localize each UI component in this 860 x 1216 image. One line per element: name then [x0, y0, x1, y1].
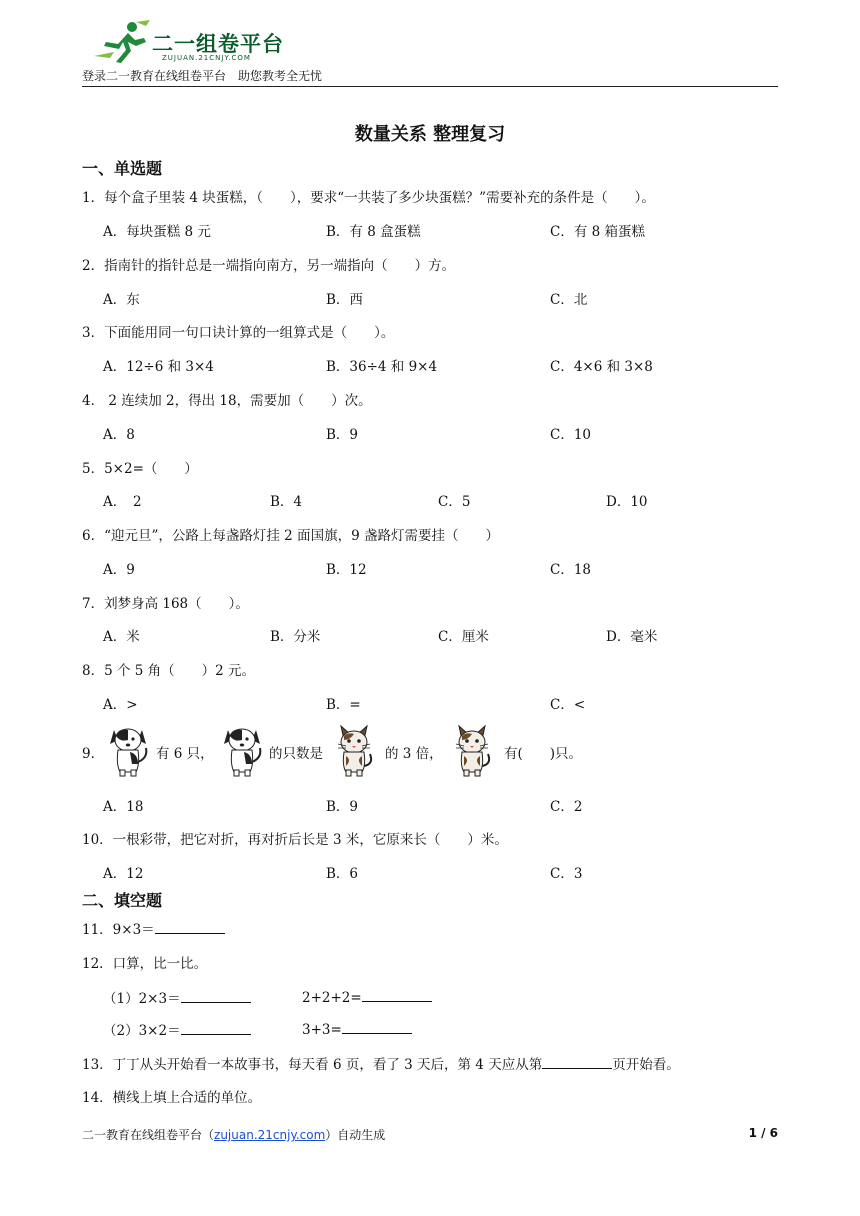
option-b: B．6: [326, 866, 359, 882]
question-text-part-4: 有( )只。: [504, 746, 583, 762]
answer-blank[interactable]: [542, 1054, 612, 1069]
answer-blank[interactable]: [342, 1019, 412, 1034]
question-text: 11．9×3＝: [82, 922, 155, 938]
option-c: C．4×6 和 3×8: [550, 359, 653, 375]
option-a: A．12÷6 和 3×4: [103, 359, 214, 375]
question-text-part-2: 的只数是: [269, 746, 323, 762]
option-a: A．东: [103, 292, 140, 308]
question-text-part-1: 有 6 只，: [156, 746, 214, 762]
question-11: [82, 918, 225, 938]
option-a: A．9: [103, 562, 135, 578]
option-a: A．8: [103, 427, 135, 443]
answer-blank[interactable]: [155, 919, 225, 934]
logo-subtext: ZUJUAN.21CNJY.COM: [162, 54, 251, 62]
logo: [92, 18, 292, 66]
question-4: 4． 2 连续加 2，得出 18，需要加（ ）次。: [82, 393, 372, 409]
subquestion-text: （2）3×2＝: [103, 1023, 181, 1039]
option-a: A．12: [103, 866, 144, 882]
page-title: 数量关系 整理复习: [354, 124, 506, 145]
option-c: C．<: [550, 697, 586, 713]
option-c: C．10: [550, 427, 592, 443]
option-b: B．分米: [270, 629, 321, 645]
subquestion-1-right: [302, 987, 432, 1006]
subquestion-2-right: [302, 1019, 412, 1038]
section-heading-single-choice: 一、单选题: [82, 159, 163, 178]
option-b: B．西: [326, 292, 363, 308]
logo-text: 二一组卷平台: [152, 32, 284, 56]
option-c: C．3: [550, 866, 583, 882]
question-13: [82, 1053, 680, 1073]
question-8: 8．5 个 5 角（ ）2 元。: [82, 663, 256, 679]
question-text-end: 页开始看。: [612, 1057, 680, 1073]
option-c: C．有 8 箱蛋糕: [550, 224, 646, 240]
page-number: 1 / 6: [748, 1126, 778, 1140]
option-d: D．10: [606, 494, 648, 510]
question-text: 13．丁丁从头开始看一本故事书，每天看 6 页，看了 3 天后，第 4 天应从第: [82, 1057, 543, 1073]
page-header: [82, 14, 778, 87]
tagline: 登录二一教育在线组卷平台 助您教考全无忧: [82, 69, 323, 83]
question-5: 5．5×2=（ ）: [82, 461, 198, 477]
subquestion-text: 2+2+2=: [302, 990, 362, 1006]
option-c: C．5: [438, 494, 471, 510]
question-number: 9．: [82, 746, 105, 762]
section-heading-fill-blank: 二、填空题: [82, 891, 163, 910]
subquestion-text: （1）2×3＝: [103, 991, 181, 1007]
page-footer: [82, 1126, 778, 1143]
option-a: A．>: [103, 697, 138, 713]
subquestion-text: 3+3=: [302, 1022, 342, 1038]
footer-link[interactable]: zujuan.21cnjy.com: [214, 1128, 326, 1142]
footer-prefix: 二一教育在线组卷平台（: [82, 1128, 215, 1142]
footer-suffix: ）自动生成: [325, 1128, 386, 1142]
question-3: 3．下面能用同一句口诀计算的一组算式是（ ）。: [82, 325, 395, 341]
answer-blank[interactable]: [362, 987, 432, 1002]
question-6: 6．“迎元旦”，公路上每盏路灯挂 2 面国旗，9 盏路灯需要挂（ ）: [82, 528, 499, 544]
runner-icon: [92, 20, 152, 64]
option-b: B．=: [326, 697, 361, 713]
dog-icon: [220, 720, 264, 778]
question-14: 14．横线上填上合适的单位。: [82, 1090, 262, 1106]
dog-icon: [106, 720, 150, 778]
option-d: D．毫米: [606, 629, 658, 645]
option-c: C．北: [550, 292, 588, 308]
question-10: 10．一根彩带，把它对折，再对折后长是 3 米，它原来长（ ）米。: [82, 832, 508, 848]
option-b: B．4: [270, 494, 303, 510]
option-b: B．12: [326, 562, 367, 578]
question-9: [82, 720, 782, 780]
option-a: A．米: [103, 629, 140, 645]
option-a: A． 2: [103, 494, 142, 510]
subquestion-1-left: [103, 987, 251, 1007]
cat-icon: [450, 720, 494, 778]
question-12: 12．口算，比一比。: [82, 956, 208, 972]
option-a: A．每块蛋糕 8 元: [103, 224, 211, 240]
option-c: C．2: [550, 799, 583, 815]
option-a: A．18: [103, 799, 144, 815]
option-c: C．厘米: [438, 629, 489, 645]
question-text-part-3: 的 3 倍，: [385, 746, 443, 762]
option-b: B．36÷4 和 9×4: [326, 359, 438, 375]
answer-blank[interactable]: [181, 988, 251, 1003]
answer-blank[interactable]: [181, 1020, 251, 1035]
question-7: 7．刘梦身高 168（ ）。: [82, 596, 249, 612]
option-b: B．9: [326, 427, 359, 443]
option-c: C．18: [550, 562, 592, 578]
cat-icon: [332, 720, 376, 778]
option-b: B．有 8 盒蛋糕: [326, 224, 421, 240]
question-2: 2．指南针的指针总是一端指向南方，另一端指向（ ）方。: [82, 258, 456, 274]
option-b: B．9: [326, 799, 359, 815]
question-1: 1．每个盒子里装 4 块蛋糕，（ ），要求“一共装了多少块蛋糕？”需要补充的条件是（ ）。: [82, 190, 655, 206]
subquestion-2-left: [103, 1019, 251, 1039]
